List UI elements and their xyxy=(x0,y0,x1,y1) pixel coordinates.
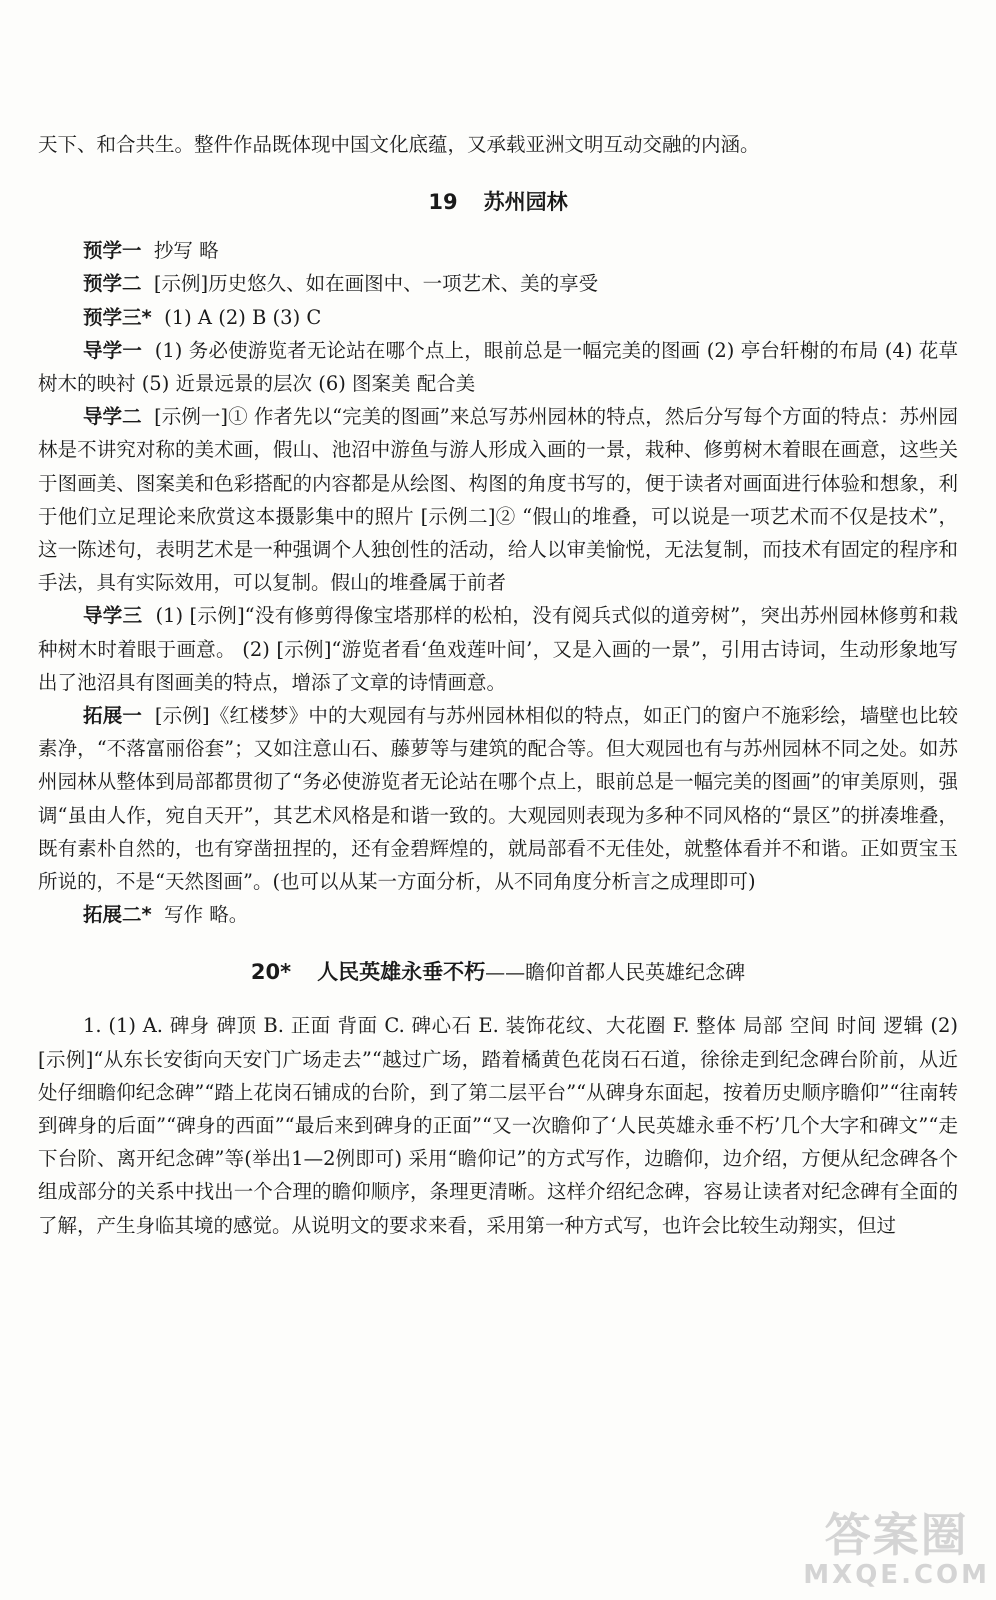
answer-paragraph xyxy=(38,599,958,699)
answer-label: 预学二 xyxy=(83,272,142,296)
watermark-text: 答案圈 xyxy=(824,1508,969,1562)
intro-line: 天下、和合共生。整件作品既体现中国文化底蕴，又承载亚洲文明互动交融的内涵。 xyxy=(38,133,760,156)
section-19-heading: 苏州园林 xyxy=(483,190,568,215)
answer-paragraph xyxy=(38,267,958,300)
watermark-url: MXQE.COM xyxy=(803,1560,990,1590)
answer-paragraph xyxy=(38,898,958,931)
answer-text: [示例一]① 作者先以“完美的图画”来总写苏州园林的特点，然后分写每个方面的特点：苏州园林是不讲究对称的美术画，假山、池沼中游鱼与游人形成入画的一景，栽种、修剪树木着眼在画意，这些关于图画美、图案美和色彩搭配的内容都是从绘图、构图的角度书写的，便于读者对画面进行体验和想象，利于他们立足理论来欣赏这本摄影集中的照片 [示例二]② “假山的堆叠，可以说是一项艺术而不仅是技术”，这一陈述句，表明艺术是一种强调个人独创性的活动，给人以审美愉悦，无法复制，而技术有固定的程序和手法，具有实际效用，可以复制。假山的堆叠属于前者 xyxy=(38,405,958,595)
answer-label: 预学一 xyxy=(83,239,142,263)
answer-text: 抄写 略 xyxy=(153,239,219,263)
section-20-subtitle: ——瞻仰首都人民英雄纪念碑 xyxy=(485,960,746,985)
section-20-title xyxy=(38,957,958,987)
answer-paragraph xyxy=(38,234,958,267)
section-19-number: 19 xyxy=(428,190,458,215)
watermark-logo xyxy=(803,1510,990,1590)
answer-text: (1) [示例]“没有修剪得像宝塔那样的松柏，没有阅兵式似的道旁树”，突出苏州园林修剪和栽种树木时着眼于画意。 (2) [示例]“游览者看‘鱼戏莲叶间’，又是入画的一景”，引用古诗词，生动形象地写出了池沼具有图画美的特点，增添了文章的诗情画意。 xyxy=(38,604,958,694)
answer-label: 拓展二* xyxy=(83,903,152,927)
answer-label: 导学二 xyxy=(83,405,142,429)
answer-text: [示例]《红楼梦》中的大观园有与苏州园林相似的特点，如正门的窗户不施彩绘，墙壁也比较素净，“不落富丽俗套”；又如注意山石、藤萝等与建筑的配合等。但大观园也有与苏州园林不同之处。如苏州园林从整体到局部都贯彻了“务必使游览者无论站在哪个点上，眼前总是一幅完美的图画”的审美原则，强调“虽由人作，宛自天开”，其艺术风格是和谐一致的。大观园则表现为多种不同风格的“景区”的拼凑堆叠，既有素朴自然的，也有穿凿扭捏的，还有金碧辉煌的，就局部看不无佳处，就整体看并不和谐。正如贾宝玉所说的，不是“天然图画”。(也可以从某一方面分析，从不同角度分析言之成理即可) xyxy=(38,704,958,894)
section-20-heading: 人民英雄永垂不朽 xyxy=(317,960,486,985)
answer-label: 拓展一 xyxy=(83,704,143,728)
answer-text: (1) 务必使游览者无论站在哪个点上，眼前总是一幅完美的图画 (2) 亭台轩榭的布局 (4) 花草树木的映衬 (5) 近景远景的层次 (6) 图案美 配合美 xyxy=(38,338,958,396)
answer-label: 导学三 xyxy=(83,604,143,628)
answer-label: 导学一 xyxy=(83,338,143,362)
section-20-number: 20* xyxy=(250,960,292,985)
answer-paragraph xyxy=(38,400,958,599)
answer-paragraph: 1. (1) A. 碑身 碑顶 B. 正面 背面 C. 碑心石 E. 装饰花纹、大花圈 F. 整体 局部 空间 时间 逻辑 (2) [示例]“从东长安街向天安门广场走去”“越过广场，踏着橘黄色花岗石石道，徐徐走到纪念碑台阶前，从近处仔细瞻仰纪念碑”“踏上花岗石铺成的台阶，到了第二层平台”“从碑身东面起，按着历史顺序瞻仰”“往南转到碑身的后面”“碑身的西面”“最后来到碑身的正面”“又一次瞻仰了‘人民英雄永垂不朽’几个大字和碑文”“走下台阶、离开纪念碑”等(举出1—2例即可) 采用“瞻仰记”的方式写作，边瞻仰，边介绍，方便从纪念碑各个组成部分的关系中找出一个合理的瞻仰顺序，条理更清晰。这样介绍纪念碑，容易让读者对纪念碑有全面的了解，产生身临其境的感觉。从说明文的要求来看，采用第一种方式写，也许会比较生动翔实，但过 xyxy=(38,1014,958,1237)
answer-text: 写作 略。 xyxy=(164,903,249,927)
answer-label: 预学三* xyxy=(83,305,152,329)
answer-text: (1) A (2) B (3) C xyxy=(164,305,322,329)
answer-paragraph xyxy=(38,301,958,334)
answer-text: [示例]历史悠久、如在画图中、一项艺术、美的享受 xyxy=(153,272,599,296)
answer-page xyxy=(38,128,958,1242)
section-19-title xyxy=(38,187,958,217)
answer-paragraph xyxy=(38,334,958,400)
answer-paragraph xyxy=(38,699,958,898)
